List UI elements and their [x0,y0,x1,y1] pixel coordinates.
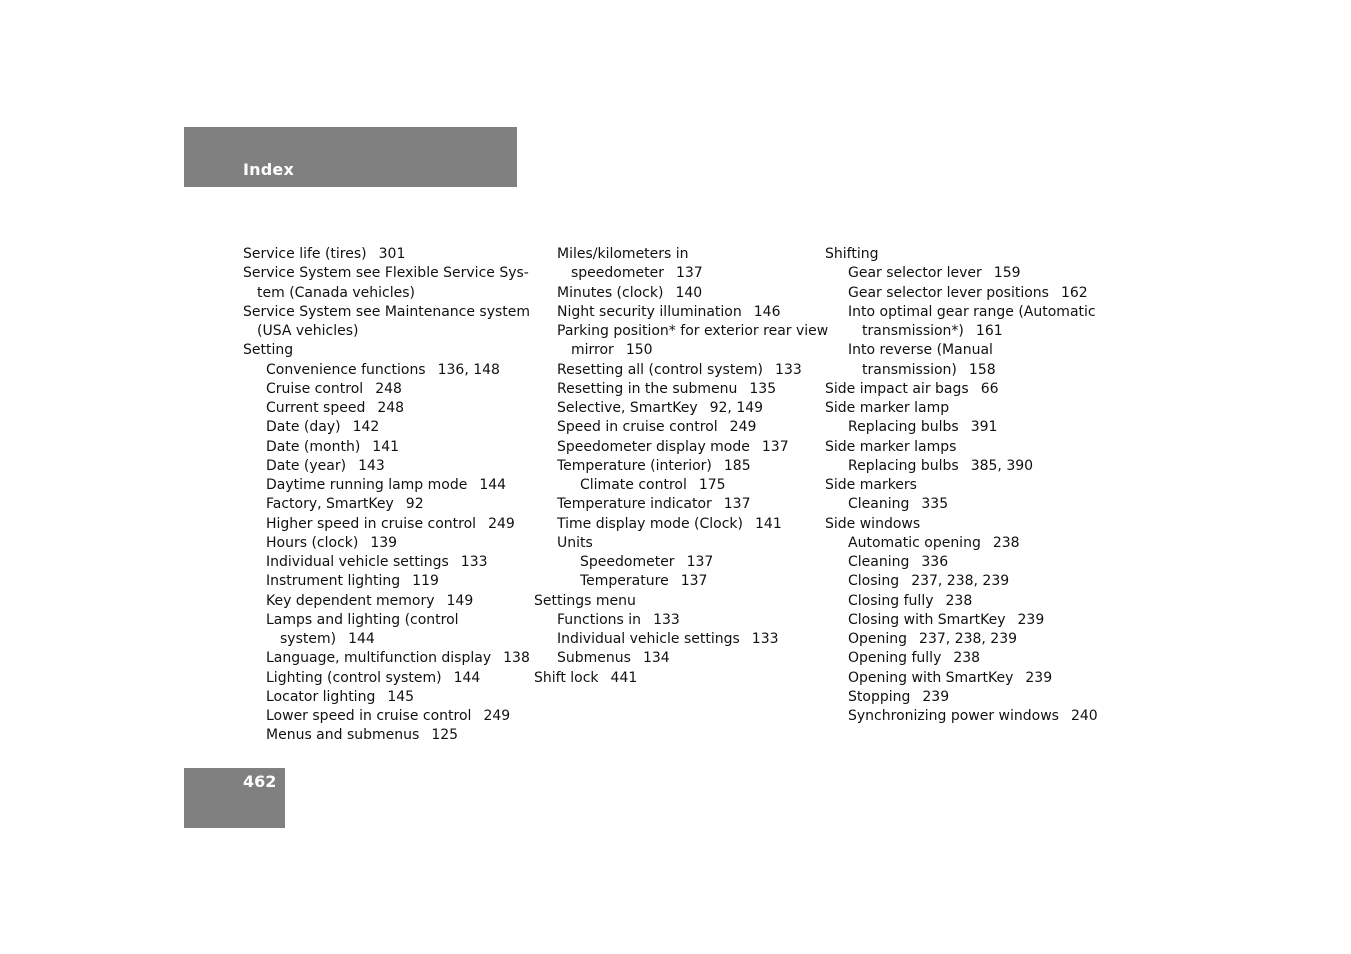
index-entry-page-ref[interactable]: 248 [375,380,402,397]
index-entry-term: Side marker lamp [825,400,950,416]
index-entry-term: Opening with SmartKey [848,669,1014,686]
index-entry [243,361,523,380]
index-entry [243,438,523,457]
index-entry [825,688,1095,707]
index-entry-page-ref[interactable]: 92 [405,496,424,513]
index-entry-page-ref[interactable]: 133 [751,631,779,647]
index-entry [534,264,819,283]
index-entry-page-ref[interactable]: 159 [993,265,1021,282]
index-entry-term: Replacing bulbs [848,419,959,436]
index-entry [825,534,1095,553]
index-entry-term: Date (year) [266,457,347,474]
index-entry-term: Gear selector lever [848,265,982,282]
index-entry-page-ref[interactable]: 249 [729,419,757,436]
index-entry-page-ref[interactable]: 137 [761,438,789,455]
index-entry-term: Closing with SmartKey [848,611,1006,628]
index-entry-page-ref[interactable]: 248 [377,400,405,416]
index-entry [534,341,819,360]
index-entry-page-ref[interactable]: 137 [686,554,714,570]
index-entry [825,669,1095,688]
index-entry-term: Cleaning [848,554,910,570]
index-entry-term: Functions in [557,611,642,628]
index-entry-page-ref[interactable]: 175 [698,477,726,493]
index-entry-term: Side windows [825,515,921,532]
index-entry-term: Opening [848,631,908,647]
index-entry-term: Hours (clock) [266,534,359,551]
index-entry [534,592,819,611]
index-entry-term: Lower speed in cruise control [266,708,472,724]
index-entry [825,438,1095,457]
index-entry-page-ref[interactable]: 136, 148 [437,361,500,378]
index-entry-page-ref[interactable]: 149 [446,592,474,609]
index-entry-term: Convenience functions [266,361,426,378]
index-entry-page-ref[interactable]: 239 [1025,669,1053,686]
index-entry-term: Selective, SmartKey [557,400,698,416]
index-entry [534,649,819,668]
index-entry-page-ref[interactable]: 134 [642,650,670,667]
index-entry [825,649,1095,668]
index-entry [243,553,523,572]
index-entry [534,476,819,495]
index-entry-term: Side markers [825,477,917,493]
index-entry-page-ref[interactable]: 249 [488,515,515,532]
index-entry-page-ref[interactable]: 301 [378,246,406,262]
index-entry-page-ref[interactable]: 135 [749,380,777,397]
index-entry-term: Replacing bulbs [848,457,959,474]
index-entry [825,341,1095,360]
index-entry-page-ref[interactable]: 158 [968,361,996,378]
index-entry-term: Temperature [580,573,669,590]
index-entry-page-ref[interactable]: 391 [970,419,998,436]
index-entry [243,495,523,514]
index-entry [243,303,531,322]
index-entry-page-ref[interactable]: 137 [675,265,703,282]
index-entry-page-ref[interactable]: 141 [755,515,782,532]
index-entry-term: Stopping [848,688,911,705]
index-entry-term: Lamps and lighting (control [266,611,459,628]
index-entry-term: Side marker lamps [825,438,957,455]
index-entry-page-ref[interactable]: 185 [723,457,751,474]
index-entry [825,707,1098,726]
index-column-3 [825,245,1098,726]
index-entry-term: Synchronizing power windows [848,708,1059,724]
index-entry-term: Lighting (control system) [266,669,442,686]
index-entry [825,515,1095,534]
index-entry [243,688,523,707]
index-entry-term: transmission) [862,361,957,378]
index-entry-term: Speedometer display mode [557,438,750,455]
index-entry-page-ref[interactable]: 143 [358,457,385,474]
index-entry-term: transmission*) [862,323,964,339]
index-entry [534,572,819,591]
index-entry-term: Factory, SmartKey [266,496,394,513]
index-entry [534,322,829,341]
index-entry-term: Closing [848,573,900,590]
index-entry [825,303,1095,322]
index-entry [534,611,819,630]
index-entry-page-ref[interactable]: 125 [431,727,459,744]
index-entry-term: Menus and submenus [266,727,420,744]
index-entry-term: tem (Canada vehicles) [257,284,415,301]
index-entry-term: Language, multifunction display [266,650,492,667]
index-entry-page-ref[interactable]: 336 [921,554,949,570]
index-entry [534,669,819,688]
index-entry-term: Daytime running lamp mode [266,477,468,493]
index-entry [243,630,523,649]
index-entry-page-ref[interactable]: 119 [412,573,439,590]
index-entry [534,495,819,514]
index-entry-page-ref[interactable]: 335 [921,496,949,513]
index-entry [825,399,1095,418]
index-entry [243,649,530,668]
index-entry [243,476,523,495]
index-entry-page-ref[interactable]: 161 [975,323,1003,339]
index-entry-page-ref[interactable]: 66 [980,380,999,397]
index-entry-term: Service life (tires) [243,246,367,262]
index-entry [825,553,1095,572]
index-entry [243,572,523,591]
index-entry-term: Closing fully [848,592,934,609]
index-entry [243,399,523,418]
index-entry-term: Higher speed in cruise control [266,515,477,532]
index-entry-term: Time display mode (Clock) [557,515,743,532]
index-entry [534,534,819,553]
index-entry-term: Units [557,534,593,551]
index-entry-page-ref[interactable]: 144 [348,631,375,647]
index-entry [825,284,1095,303]
index-entry [534,380,819,399]
index-entry [534,399,819,418]
index-entry-term: Into optimal gear range (Automatic [848,303,1096,320]
index-entry [534,553,819,572]
index-entry-term: Miles/kilometers in [557,246,689,262]
index-entry-term: Date (day) [266,419,341,436]
index-entry [243,341,523,360]
index-entry-page-ref[interactable]: 92, 149 [709,400,764,416]
index-entry-page-ref[interactable]: 133 [775,361,802,378]
index-entry-term: Temperature indicator [557,496,712,513]
index-entry-page-ref[interactable]: 240 [1070,708,1098,724]
index-entry-page-ref[interactable]: 238 [953,650,981,667]
index-entry [243,669,523,688]
index-entry-term: Speed in cruise control [557,419,718,436]
index-entry-term: Side impact air bags [825,380,969,397]
index-entry-page-ref[interactable]: 137 [680,573,708,590]
index-entry-page-ref[interactable]: 140 [675,284,703,301]
index-entry-page-ref[interactable]: 249 [483,708,511,724]
index-entry [534,284,819,303]
index-entry-term: Cleaning [848,496,910,513]
index-column-2 [534,245,829,688]
index-entry-term: mirror [571,342,614,359]
index-entry [825,418,1095,437]
index-entry-page-ref[interactable]: 137 [723,496,751,513]
index-entry [534,438,819,457]
index-entry [534,457,819,476]
index-entry-page-ref[interactable]: 144 [453,669,481,686]
index-entry [243,592,523,611]
index-entry [825,264,1095,283]
index-entry-page-ref[interactable]: 146 [753,303,781,320]
index-entry [243,284,523,303]
index-entry-term: Opening fully [848,650,942,667]
index-entry-term: Individual vehicle settings [557,631,740,647]
index-entry-page-ref[interactable]: 385, 390 [970,457,1034,474]
index-entry [534,418,819,437]
index-entry [825,476,1095,495]
index-entry-page-ref[interactable]: 138 [503,650,530,667]
index-entry-page-ref[interactable]: 237, 238, 239 [911,573,1010,590]
index-column-1 [243,245,531,746]
index-entry-term: Resetting all (control system) [557,361,764,378]
index-entry-page-ref[interactable]: 133 [460,554,488,570]
index-entry [825,572,1095,591]
index-entry [243,726,523,745]
index-entry-term: Gear selector lever positions [848,284,1049,301]
index-entry-page-ref[interactable]: 150 [625,342,653,359]
index-entry [243,457,523,476]
index-entry-page-ref[interactable]: 145 [387,688,415,705]
index-entry-page-ref[interactable]: 162 [1060,284,1088,301]
index-entry-term: Automatic opening [848,534,981,551]
index-entry-term: Service System see Flexible Service Sys- [243,265,529,282]
index-entry-page-ref[interactable]: 441 [610,669,638,686]
index-entry [243,245,523,264]
index-entry [534,245,819,264]
index-entry-term: Shift lock [534,669,599,686]
index-entry [534,361,819,380]
index-entry [825,245,1095,264]
index-entry-term: Date (month) [266,438,361,455]
index-entry [243,707,523,726]
index-entry-term: Locator lighting [266,688,376,705]
index-entry [243,264,529,283]
index-entry-page-ref[interactable]: 238 [992,534,1020,551]
index-entry [825,322,1095,341]
index-entry [243,380,523,399]
index-entry-page-ref[interactable]: 142 [352,419,380,436]
index-entry [825,495,1095,514]
index-entry-page-ref[interactable]: 141 [372,438,400,455]
index-entry [534,515,819,534]
index-entry-term: Key dependent memory [266,592,435,609]
index-entry [534,303,819,322]
index-entry-term: Temperature (interior) [557,457,712,474]
index-entry-term: Cruise control [266,380,364,397]
index-entry-page-ref[interactable]: 238 [945,592,973,609]
index-entry-term: Individual vehicle settings [266,554,449,570]
index-entry-term: (USA vehicles) [257,323,359,339]
index-entry [243,611,523,630]
index-entry-page-ref[interactable]: 144 [479,477,507,493]
page-number: 462 [243,772,277,791]
index-entry-page-ref[interactable]: 133 [653,611,680,628]
index-entry-term: Night security illumination [557,303,742,320]
index-entry-term: Settings menu [534,592,636,609]
index-entry-term: Resetting in the submenu [557,380,738,397]
index-entry-term: Setting [243,342,294,359]
index-header-bar [184,127,517,187]
index-entry [825,457,1095,476]
index-entry-term: Shifting [825,246,879,262]
index-entry [825,380,1095,399]
index-entry-term: Service System see Maintenance system [243,303,531,320]
index-entry [243,534,523,553]
page-number-tab [184,768,285,828]
index-entry-term: Into reverse (Manual [848,342,993,359]
index-entry-term: Parking position* for exterior rear view [557,323,829,339]
index-entry-page-ref[interactable]: 139 [370,534,398,551]
index-entry-page-ref[interactable]: 237, 238, 239 [919,631,1018,647]
index-entry-term: speedometer [571,265,664,282]
index-entry-term: Minutes (clock) [557,284,664,301]
index-entry-term: Submenus [557,650,631,667]
index-entry-term: Instrument lighting [266,573,401,590]
index-entry-page-ref[interactable]: 239 [1017,611,1045,628]
index-entry [825,611,1095,630]
index-entry-term: system) [280,631,337,647]
index-entry-term: Current speed [266,400,366,416]
index-entry [825,630,1095,649]
index-entry-term: Speedometer [580,554,675,570]
index-entry [534,630,819,649]
index-entry [243,418,523,437]
index-entry [243,322,523,341]
page-title: Index [243,160,294,179]
index-entry [825,592,1095,611]
index-entry-page-ref[interactable]: 239 [922,688,950,705]
index-entry [243,515,523,534]
index-entry-term: Climate control [580,477,687,493]
index-entry [825,361,1095,380]
